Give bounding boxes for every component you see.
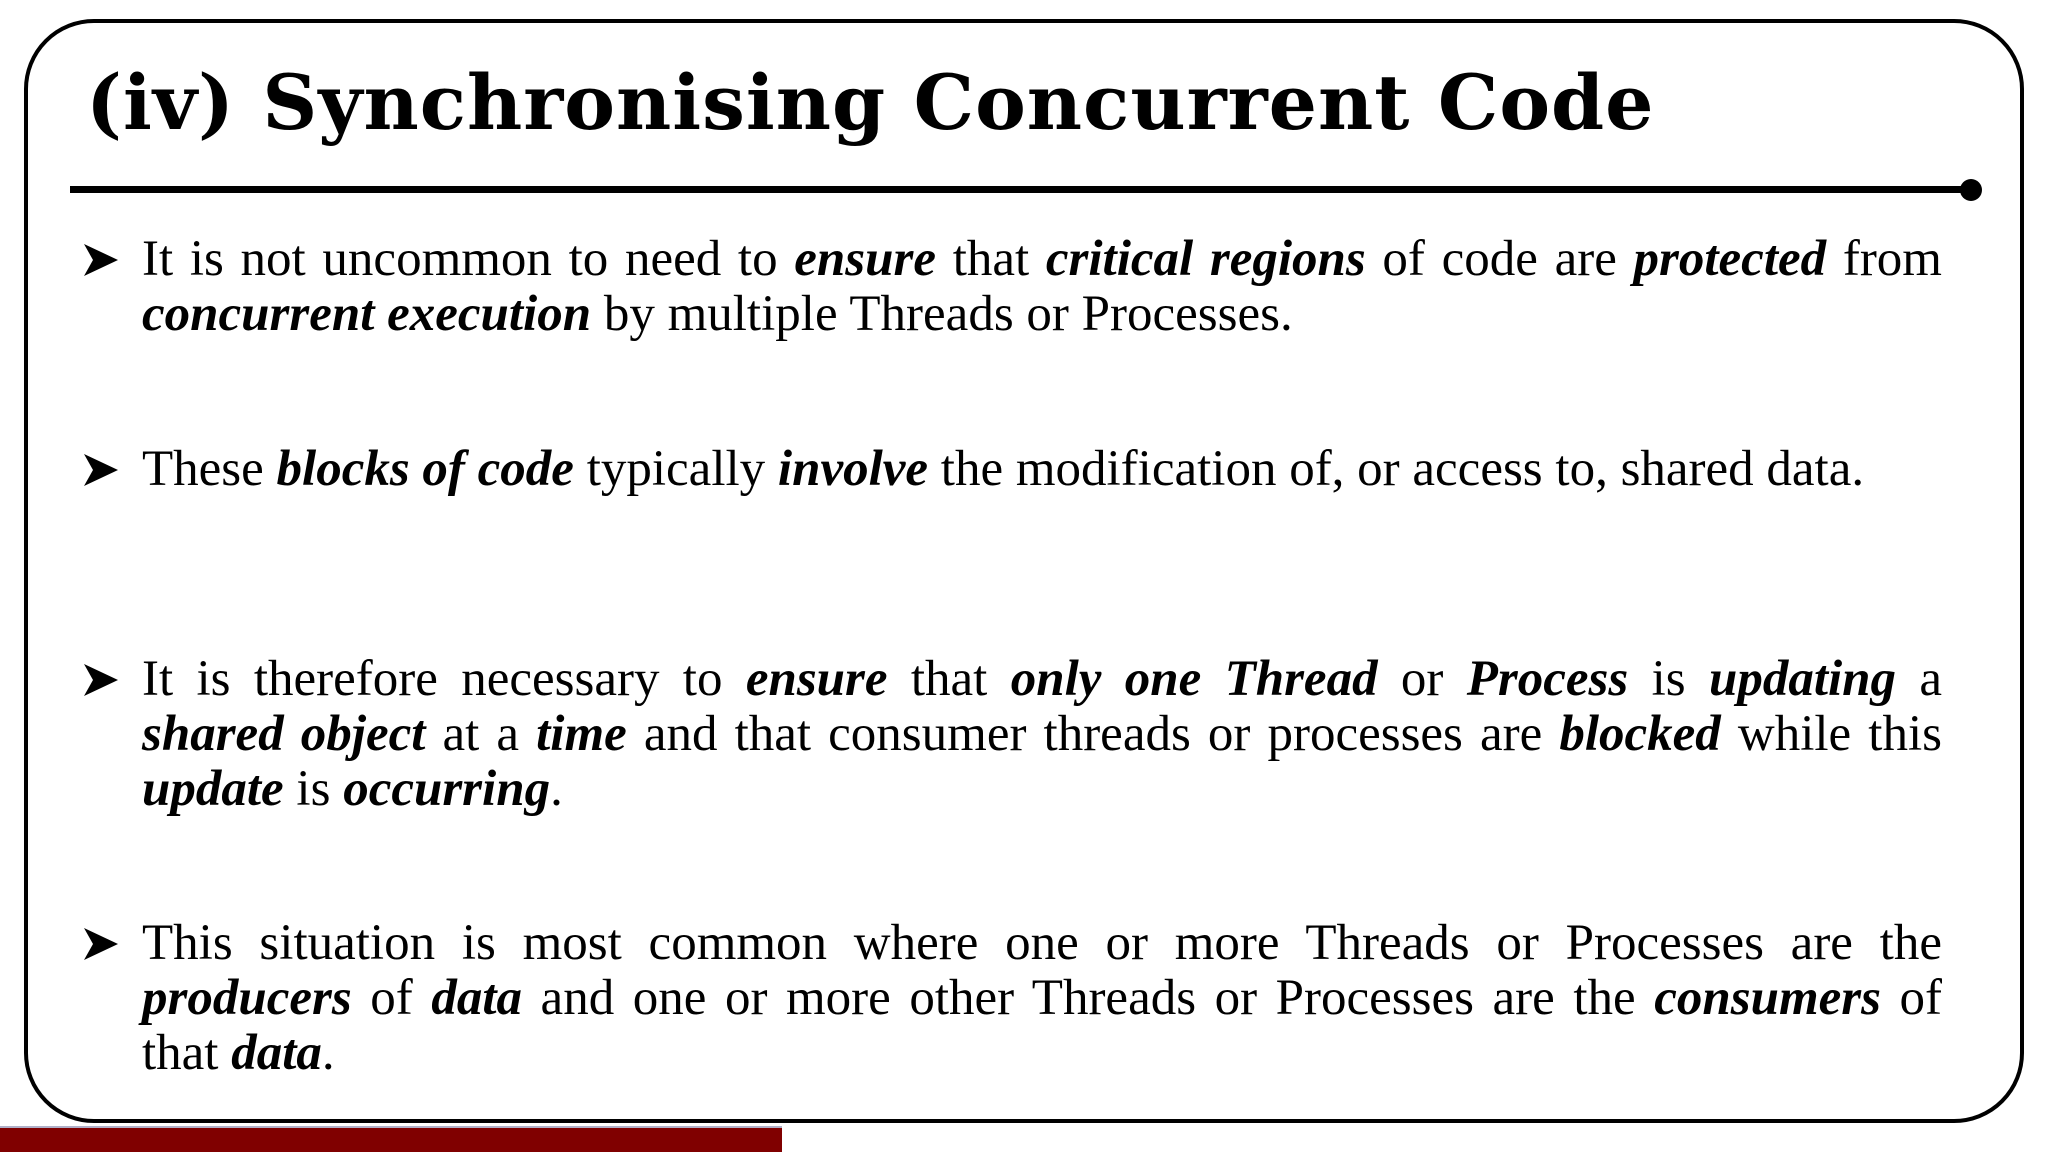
text-run: and one or more other Threads or Processes are the bbox=[521, 970, 1655, 1026]
emphasis-text: producers bbox=[142, 970, 352, 1026]
emphasis-text: involve bbox=[777, 441, 929, 497]
text-run: This situation is most common where one or more Threads or Processes are the bbox=[142, 915, 1942, 971]
emphasis-text: Process bbox=[1466, 651, 1629, 707]
arrowhead-bullet-icon bbox=[82, 924, 120, 964]
text-run: is bbox=[1628, 651, 1709, 707]
text-run: and that consumer threads or processes are bbox=[626, 706, 1560, 762]
emphasis-text: shared object bbox=[142, 706, 426, 762]
emphasis-text: concurrent execution bbox=[142, 286, 592, 342]
emphasis-text: data bbox=[431, 970, 522, 1026]
text-run: the modification of, or access to, shared data. bbox=[928, 441, 1865, 497]
emphasis-text: blocked bbox=[1559, 706, 1721, 762]
bullet-text-2 bbox=[142, 442, 1942, 497]
text-run: a bbox=[1896, 651, 1943, 707]
emphasis-text: data bbox=[231, 1025, 322, 1081]
bullet-text-1 bbox=[142, 232, 1942, 342]
emphasis-text: protected bbox=[1633, 231, 1827, 287]
title-underline bbox=[70, 186, 1974, 193]
arrowhead-bullet-icon bbox=[82, 240, 120, 280]
emphasis-text: ensure bbox=[745, 651, 888, 707]
footer-accent-bar bbox=[0, 1126, 782, 1152]
text-run: It is not uncommon to need to bbox=[142, 231, 795, 287]
text-run: by multiple Threads or Processes. bbox=[591, 286, 1293, 342]
text-run: is bbox=[283, 761, 344, 817]
emphasis-text: blocks of code bbox=[276, 441, 574, 497]
arrowhead-bullet-icon bbox=[82, 450, 120, 490]
text-run: while this bbox=[1720, 706, 1942, 762]
emphasis-text: critical regions bbox=[1045, 231, 1366, 287]
text-run: These bbox=[142, 441, 277, 497]
text-run: that bbox=[887, 651, 1011, 707]
slide-title: (iv) Synchronising Concurrent Code bbox=[86, 58, 1655, 147]
text-run: of that bbox=[142, 970, 1943, 1081]
text-run: from bbox=[1826, 231, 1942, 287]
text-run: It is therefore necessary to bbox=[142, 651, 746, 707]
emphasis-text: ensure bbox=[794, 231, 936, 287]
text-run: typically bbox=[573, 441, 778, 497]
text-run: . bbox=[550, 761, 563, 817]
emphasis-text: occurring bbox=[343, 761, 551, 817]
text-run: of bbox=[351, 970, 432, 1026]
emphasis-text: time bbox=[536, 706, 627, 762]
emphasis-text: update bbox=[142, 761, 284, 817]
text-run: at a bbox=[425, 706, 537, 762]
emphasis-text: updating bbox=[1708, 651, 1897, 707]
underline-end-dot bbox=[1960, 179, 1982, 201]
text-run: . bbox=[321, 1025, 335, 1081]
emphasis-text: only one Thread bbox=[1010, 651, 1378, 707]
text-run: of code are bbox=[1365, 231, 1634, 287]
text-run: that bbox=[936, 231, 1046, 287]
emphasis-text: consumers bbox=[1654, 970, 1881, 1026]
bullet-text-3 bbox=[142, 652, 1942, 817]
bullet-text-4 bbox=[142, 916, 1942, 1081]
arrowhead-bullet-icon bbox=[82, 660, 120, 700]
text-run: or bbox=[1377, 651, 1467, 707]
